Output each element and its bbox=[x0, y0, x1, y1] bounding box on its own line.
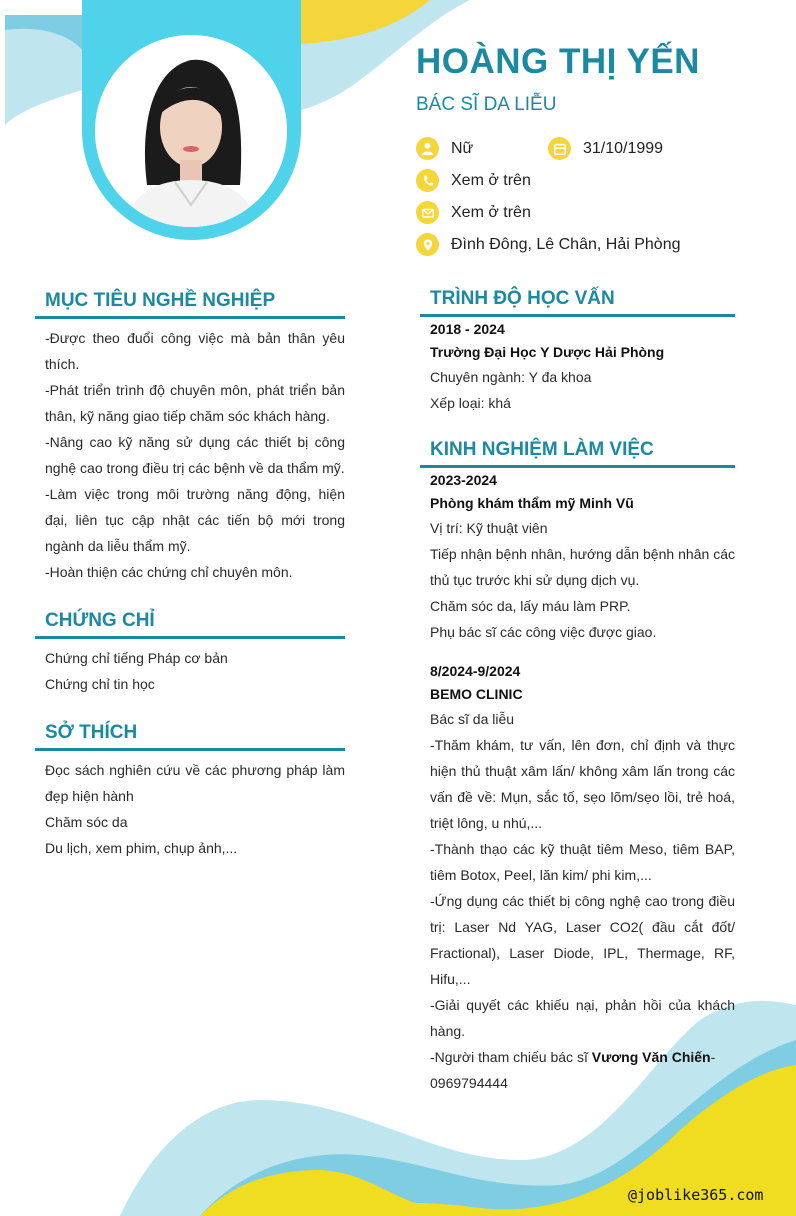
reference-name: Vương Văn Chiến bbox=[591, 1049, 711, 1065]
gender-row bbox=[416, 137, 473, 160]
phone-value[interactable]: Xem ở trên bbox=[451, 171, 531, 189]
calendar-icon bbox=[548, 137, 571, 160]
list-item: Chứng chỉ tin học bbox=[45, 676, 155, 692]
experience-heading: KINH NGHIỆM LÀM VIỆC bbox=[420, 439, 735, 468]
job-line: Phụ bác sĩ các công việc được giao. bbox=[430, 624, 657, 640]
job-period: 2023-2024 bbox=[430, 472, 497, 488]
education-school: Trường Đại Học Y Dược Hải Phòng bbox=[430, 344, 665, 360]
phone-row bbox=[416, 169, 531, 192]
phone-icon bbox=[416, 169, 439, 192]
birthdate-row bbox=[548, 137, 663, 160]
list-item: Đọc sách nghiên cứu về các phương pháp làm đẹp hiện hành bbox=[45, 762, 345, 804]
gender-value: Nữ bbox=[451, 139, 474, 157]
list-item: -Làm việc trong môi trường năng động, hiện đại, liên tục cập nhật các tiến bộ mới trong ngành da liễu thẩm mỹ. bbox=[45, 486, 345, 554]
email-value[interactable]: Xem ở trên bbox=[451, 203, 531, 221]
job-line: Chăm sóc da, lấy máu làm PRP. bbox=[430, 598, 631, 614]
list-item: Chăm sóc da bbox=[45, 814, 128, 830]
footer-handle: @joblike365.com bbox=[628, 1186, 764, 1204]
job-line: Vị trí: Kỹ thuật viên bbox=[430, 520, 548, 536]
list-item: -Hoàn thiện các chứng chỉ chuyên môn. bbox=[45, 564, 293, 580]
reference-suffix: - 0969794444 bbox=[430, 1049, 716, 1091]
list-item: Du lịch, xem phim, chụp ảnh,... bbox=[45, 840, 238, 856]
career-objective-list bbox=[45, 325, 345, 585]
experience-job-1 bbox=[430, 469, 735, 645]
job-title: BÁC SĨ DA LIỄU bbox=[416, 94, 557, 115]
user-icon bbox=[416, 137, 439, 160]
profile-photo bbox=[95, 35, 287, 227]
job-reference bbox=[430, 1044, 735, 1096]
certificates-list bbox=[45, 645, 345, 697]
mail-icon bbox=[416, 201, 439, 224]
job-line: Bác sĩ da liễu bbox=[430, 711, 515, 727]
experience-job-2 bbox=[430, 660, 735, 1096]
list-item: -Nâng cao kỹ năng sử dụng các thiết bị công nghệ cao trong điều trị các bệnh về da thẩm mỹ. bbox=[45, 434, 345, 476]
education-block bbox=[430, 318, 735, 416]
job-company: Phòng khám thẩm mỹ Minh Vũ bbox=[430, 495, 634, 511]
list-item: Chứng chỉ tiếng Pháp cơ bản bbox=[45, 650, 228, 666]
certificates-heading: CHỨNG CHỈ bbox=[35, 610, 345, 639]
career-objective-heading: MỤC TIÊU NGHỀ NGHIỆP bbox=[35, 290, 345, 319]
address-row bbox=[416, 233, 680, 256]
candidate-name: HOÀNG THỊ YẾN bbox=[416, 42, 700, 81]
hobbies-list bbox=[45, 757, 345, 861]
education-major: Chuyên ngành: Y đa khoa bbox=[430, 369, 592, 385]
job-company: BEMO CLINIC bbox=[430, 686, 523, 702]
job-line: -Ứng dụng các thiết bị công nghệ cao trong điều trị: Laser Nd YAG, Laser CO2( đầu cắt đốt/ Fractional), Laser Diode, IPL, Thermage, RF, Hifu,... bbox=[430, 893, 735, 987]
education-rank: Xếp loại: khá bbox=[430, 395, 511, 411]
job-line: Tiếp nhận bệnh nhân, hướng dẫn bệnh nhân các thủ tục trước khi sử dụng dịch vụ. bbox=[430, 546, 735, 588]
job-line: -Thành thạo các kỹ thuật tiêm Meso, tiêm BAP, tiêm Botox, Peel, lăn kim/ phi kim,... bbox=[430, 841, 735, 883]
location-pin-icon bbox=[416, 233, 439, 256]
job-period: 8/2024-9/2024 bbox=[430, 663, 521, 679]
address-value: Đình Đông, Lê Chân, Hải Phòng bbox=[451, 235, 681, 253]
education-heading: TRÌNH ĐỘ HỌC VẤN bbox=[420, 288, 735, 317]
list-item: -Phát triển trình độ chuyên môn, phát triển bản thân, kỹ năng giao tiếp chăm sóc khách hàng. bbox=[45, 382, 345, 424]
education-period: 2018 - 2024 bbox=[430, 321, 505, 337]
job-line: -Giải quyết các khiếu nại, phản hồi của khách hàng. bbox=[430, 997, 735, 1039]
job-line: -Thăm khám, tư vấn, lên đơn, chỉ định và thực hiện thủ thuật xâm lấn/ không xâm lấn trong các vấn đề về: Mụn, sắc tố, sẹo lõm/sẹo lồi, trẻ hoá, triệt lông, u nhú,... bbox=[430, 737, 735, 831]
birthdate-value: 31/10/1999 bbox=[583, 139, 664, 157]
list-item: -Được theo đuổi công việc mà bản thân yêu thích. bbox=[45, 330, 345, 372]
reference-prefix: -Người tham chiếu bác sĩ bbox=[430, 1049, 592, 1065]
hobbies-heading: SỞ THÍCH bbox=[35, 722, 345, 751]
email-row bbox=[416, 201, 531, 224]
